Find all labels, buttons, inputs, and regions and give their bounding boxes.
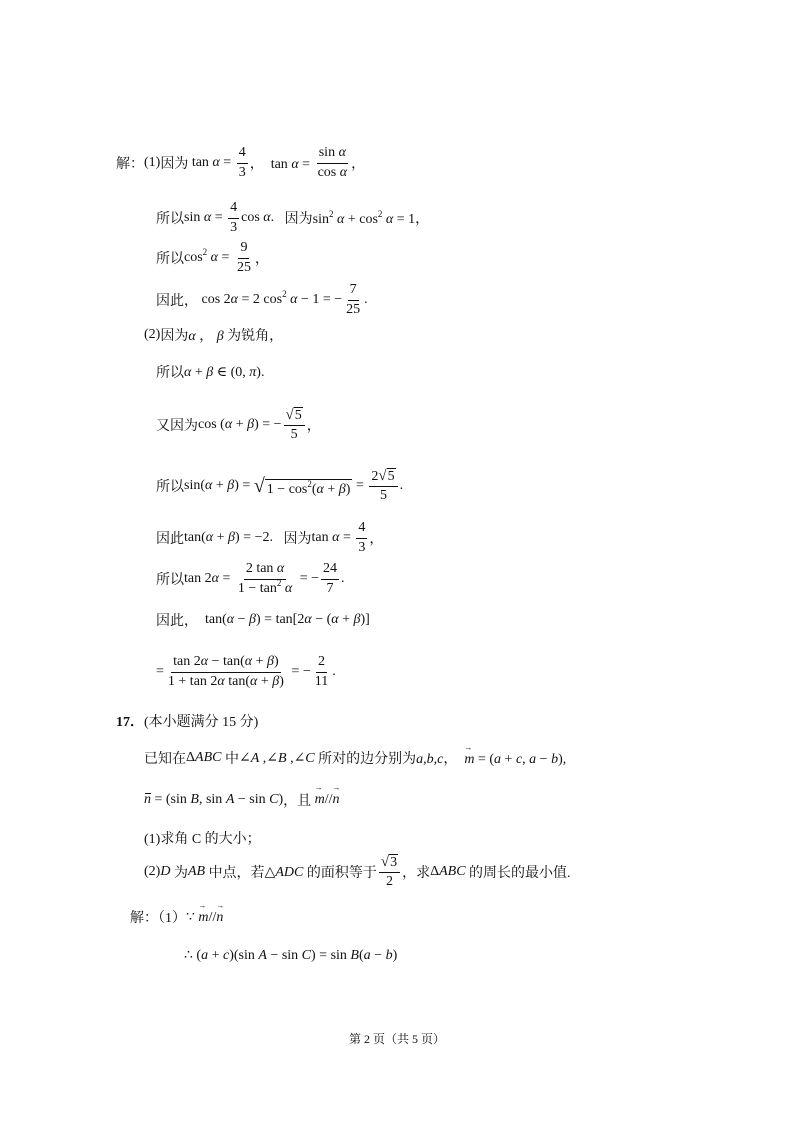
math: a,b,c， → m = (a + c, a − b), — [416, 748, 566, 768]
math: tan α = — [188, 155, 235, 170]
sol16-line-7 — [156, 403, 321, 447]
sqrt-expression: √ $1 - \cos^2(\alpha + \beta)$ — [253, 474, 351, 497]
math: ΔABC — [186, 750, 222, 765]
solution17-line-2 — [184, 942, 397, 968]
sol16-line-11 — [156, 608, 370, 632]
text: 的周长的最小值. — [469, 866, 571, 881]
sol16-line-1 — [116, 143, 365, 183]
math: . — [341, 571, 345, 586]
math: . — [332, 664, 336, 679]
math: ∠A ,∠B ,∠C — [238, 750, 315, 766]
sol16-line-5 — [144, 323, 283, 347]
math: . — [399, 478, 404, 493]
text: 因为 — [283, 532, 312, 547]
math: $\sin^2 \alpha + \cos^2 \alpha = 1$， — [312, 209, 430, 227]
text: 因此， — [156, 614, 198, 629]
math: tan(α − β) = tan[2α − (α + β)] — [198, 612, 370, 627]
text: 因此 — [156, 532, 184, 547]
part-label: (2) — [144, 864, 161, 879]
sol16-line-3 — [156, 238, 269, 278]
math: ， tan α = — [249, 157, 314, 172]
problem17-q2 — [144, 852, 571, 892]
math: = − — [287, 664, 311, 679]
fraction: $\frac{24}{7}$ — [323, 561, 338, 596]
problem-number: 17． — [116, 715, 144, 730]
text: 为 — [173, 866, 188, 881]
sol16-line-8 — [156, 464, 403, 508]
math: ∴ (a + c)(sin A − sin C) = sin B(a − b) — [184, 947, 398, 963]
part-label: (1) — [144, 155, 161, 170]
fraction: $\frac{4}{3}$ — [230, 200, 238, 235]
score-note: (本小题满分 15 分) — [144, 715, 259, 730]
text: 的面积等于 — [306, 866, 377, 881]
math: D — [160, 864, 171, 879]
sol16-line-4 — [156, 280, 368, 320]
text: 所以 — [156, 573, 184, 588]
text: ，求 — [402, 866, 431, 881]
text: 又因为 — [156, 419, 198, 434]
fraction: √ 5 5 — [284, 407, 305, 443]
sol16-line-6 — [156, 360, 264, 384]
fraction: $\frac{4}{3}$ — [358, 520, 366, 555]
fraction: $\frac{2}{11}$ — [314, 654, 329, 689]
sol16-line-10 — [156, 559, 345, 599]
part-label: (2) — [144, 327, 161, 342]
math: α ， β — [188, 329, 224, 344]
math: △ADC — [264, 864, 304, 880]
math: n = (sin B, sin A − sin C) — [144, 792, 284, 807]
math: tan(α + β) = −2. — [184, 530, 284, 545]
math: sin(α + β) = — [184, 478, 254, 493]
solution-label: 解： — [116, 157, 144, 172]
math: α + β ∈ (0, π). — [184, 364, 265, 380]
math: AB — [187, 864, 206, 879]
fraction: 2 √ 5 5 — [369, 468, 397, 504]
math: . — [364, 292, 368, 307]
math: ， — [254, 252, 269, 267]
math: cos 2α = 2 $\cos^2 \alpha - 1$ = − — [198, 289, 343, 307]
math: = − — [296, 571, 320, 586]
fraction: √ 3 2 — [379, 854, 400, 890]
math: → m//→ n — [311, 792, 339, 808]
solution17-line-1 — [130, 904, 223, 930]
math: cos (α + β) = − — [198, 417, 282, 432]
math: ΔABC — [430, 864, 466, 879]
math: $\cos^2 \alpha$ = — [184, 247, 233, 265]
text: 所以 — [156, 366, 184, 381]
math: ， — [351, 157, 366, 172]
math: = — [352, 478, 368, 493]
fraction: $\frac{4}{3}$ — [238, 145, 246, 180]
sol16-line-9 — [156, 518, 383, 558]
math: cos α. — [241, 210, 285, 225]
text: 已知在 — [144, 752, 186, 767]
question-1: (1)求角 C 的大小； — [144, 832, 261, 847]
text: ，且 — [283, 794, 312, 809]
text: 为锐角， — [227, 329, 284, 344]
math: tan 2α = — [184, 571, 234, 586]
math: ， — [306, 419, 321, 434]
math: ， — [369, 532, 384, 547]
text: 因为 — [160, 329, 189, 344]
text: 所以 — [156, 252, 184, 267]
text: 因为 — [284, 212, 313, 227]
problem17-q1 — [144, 826, 261, 850]
fraction: $\frac{\text{sin α}}{\text{cos α}}$ — [317, 145, 348, 180]
text: 中点，若 — [208, 866, 265, 881]
fraction: $\frac{9}{25}$ — [236, 240, 251, 275]
text: 所以 — [156, 212, 184, 227]
fraction: $\frac{\tan 2\alpha - \tan(\alpha + \beta)}{\text{1 + tan 2α tan(α + β)}}$ — [167, 654, 284, 689]
sol16-line-2 — [156, 198, 429, 238]
text: 所以 — [156, 480, 184, 495]
problem17-line-2 — [144, 787, 340, 813]
text: 中 — [224, 752, 239, 767]
math: ∵ → m//→ n — [186, 909, 223, 926]
math: tan α = — [311, 530, 355, 545]
text: 所对的边分别为 — [318, 752, 417, 767]
page-footer: 第 2 页（共 5 页） — [348, 1032, 445, 1046]
text: 因此， — [156, 294, 198, 309]
solution-label: 解：（1） — [130, 911, 186, 926]
fraction: $\frac{7}{25}$ — [346, 282, 361, 317]
math: = — [156, 664, 164, 679]
sol16-line-12 — [156, 650, 336, 694]
problem17-header — [116, 710, 258, 732]
math: sin α = — [184, 210, 227, 225]
fraction: $\frac{\text{2 tan α}}{1 - \tan^2 \alpha}$ — [237, 561, 293, 596]
text: 因为 — [160, 157, 189, 172]
problem17-line-1 — [144, 746, 566, 770]
